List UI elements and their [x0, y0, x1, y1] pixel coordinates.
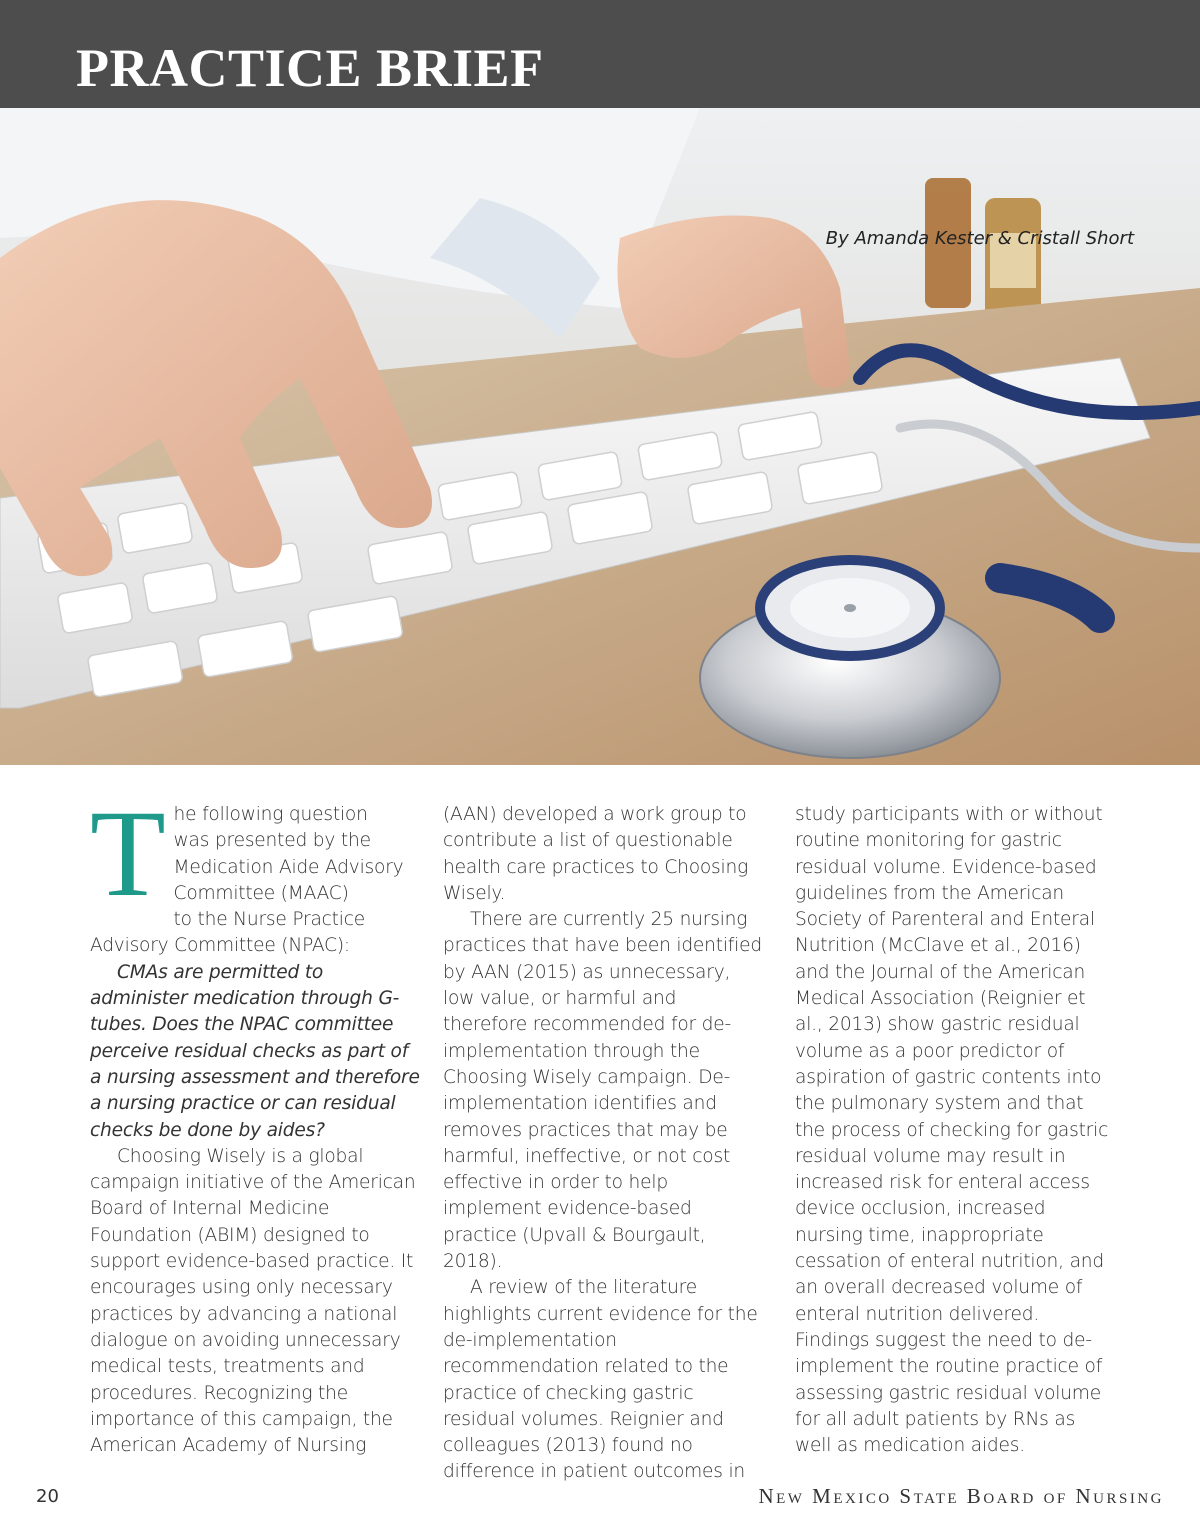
- choosing-wisely-paragraph-cont: (AAN) developed a work group to contribute a list of questionable health care practices to Choosing Wisely.: [443, 804, 749, 904]
- intro-paragraph: to the Nurse Practice Advisory Committee (NPAC):: [90, 909, 365, 957]
- hero-image: [0, 108, 1200, 765]
- maac-question: CMAs are permitted to administer medication through G-tubes. Does the NPAC committee perceive residual checks as part of a nursing assessment and therefore a nursing practice or can residual checks be done by aides?: [90, 961, 420, 1141]
- nursing-practices-paragraph: There are currently 25 nursing practices that have been identified by AAN (2015) as unnecessary, low value, or harmful and therefore recommended for de-implementation through the Choosing Wisely campaign. De-implementation identifies and removes practices that may be harmful, ineffective, or not cost effective in order to help implement evidence-based practice (Upvall & Bourgault, 2018).: [443, 909, 762, 1273]
- article-column-3: [795, 802, 1115, 1459]
- page-title: PRACTICE BRIEF: [76, 38, 544, 98]
- article-column-1: [90, 785, 420, 1459]
- lead-line: was presented by the: [173, 830, 371, 852]
- choosing-wisely-paragraph: Choosing Wisely is a global campaign initiative of the American Board of Internal Medicine Foundation (ABIM) designed to support evidence-based practice. It encourages using only necessary practices by advancing a national dialogue on avoiding unnecessary medical tests, treatments and procedures. Recognizing the importance of this campaign, the American Academy of Nursing: [90, 1145, 416, 1457]
- byline: By Amanda Kester & Cristall Short: [825, 228, 1134, 249]
- article-column-2: [443, 802, 763, 1486]
- lead-line: Committee (MAAC): [173, 882, 349, 904]
- header-banner: [0, 0, 1200, 108]
- publication-name: New Mexico State Board of Nursing: [758, 1484, 1164, 1508]
- lead-line: Medication Aide Advisory: [173, 856, 404, 878]
- lead-line: he following question: [173, 804, 368, 825]
- drop-cap: T: [90, 785, 166, 922]
- literature-review-paragraph: A review of the literature highlights current evidence for the de-implementation recommendation related to the practice of checking gastric residual volumes. Reignier and colleagues (2013) found no difference in patient outcomes in: [443, 1277, 758, 1483]
- page-number: 20: [36, 1486, 59, 1507]
- literature-review-paragraph-cont: study participants with or without routine monitoring for gastric residual volume. Evidence-based guidelines from the American Society of Parenteral and Enteral Nutrition (McClave et al., 2016) and the Journal of the American Medical Association (Reignier et al., 2013) show gastric residual volume as a poor predictor of aspiration of gastric contents into the pulmonary system and that the process of checking for gastric residual volume may result in increased risk for enteral access device occlusion, increased nursing time, inappropriate cessation of enteral nutrition, and an overall decreased volume of enteral nutrition delivered. Findings suggest the need to de-implement the routine practice of assessing gastric residual volume for all adult patients by RNs as well as medication aides.: [795, 804, 1109, 1457]
